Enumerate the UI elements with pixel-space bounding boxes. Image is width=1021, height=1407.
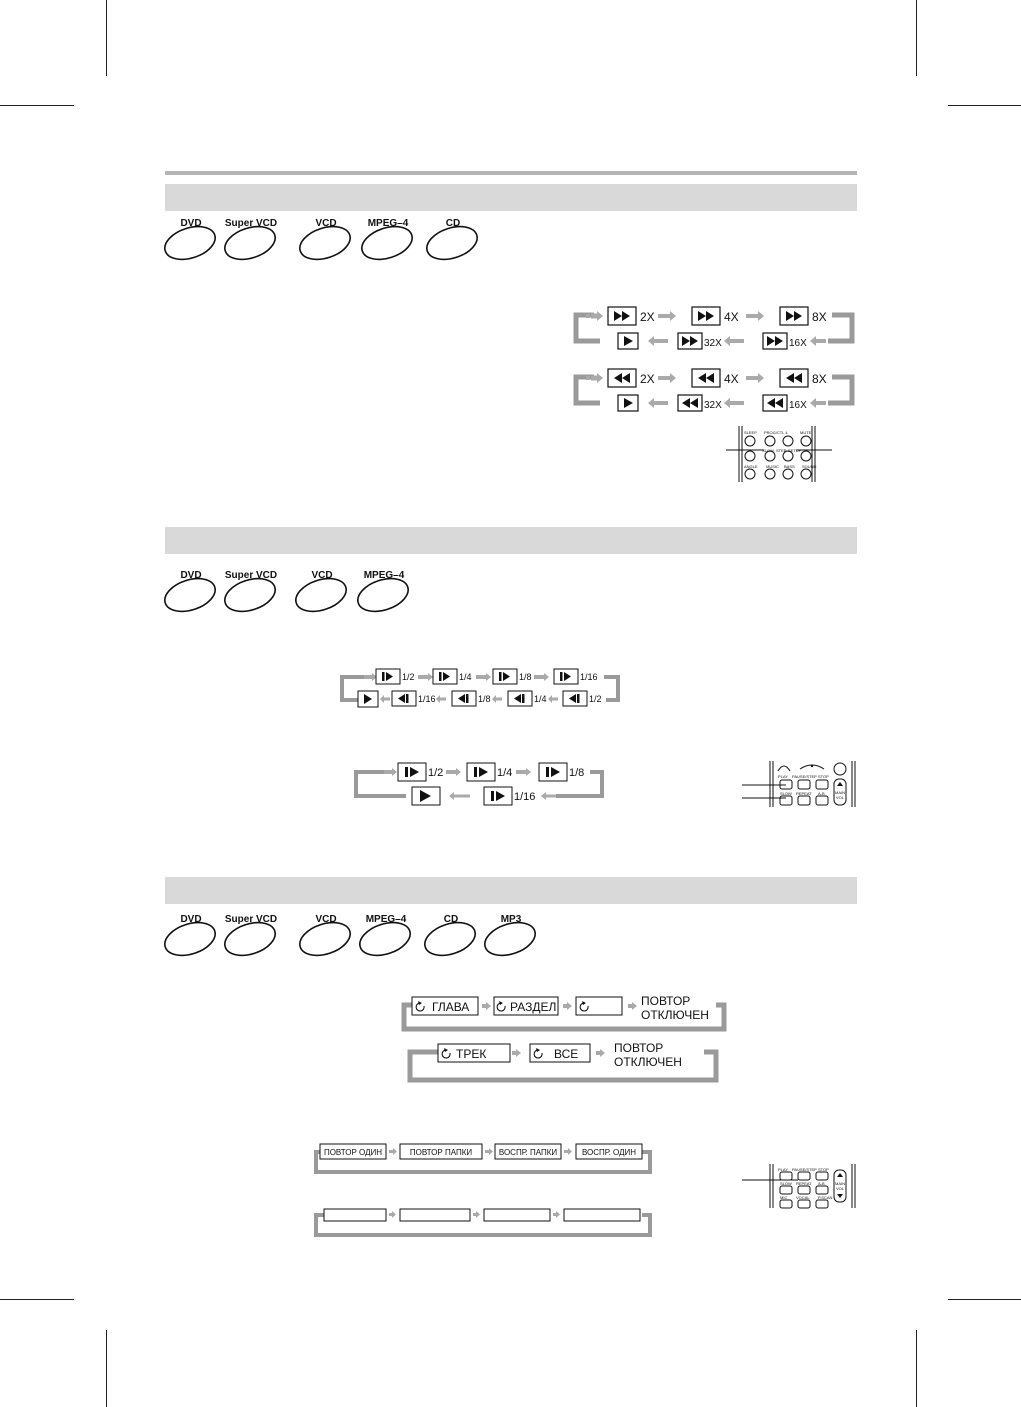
- section-1-header-bar: [165, 184, 857, 211]
- repeat-dvd-cycle-diagram: [398, 993, 733, 1035]
- disc-icon: [298, 913, 354, 959]
- crop-mark-bottom-right-horizontal: [948, 1299, 1021, 1300]
- svg-text:SLOW: SLOW: [780, 1181, 792, 1186]
- svg-text:VOL: VOL: [836, 1186, 845, 1191]
- disc-label: Super VCD: [224, 218, 278, 229]
- svg-text:SOUND: SOUND: [802, 464, 817, 469]
- disc-icon: [223, 913, 279, 959]
- svg-text:PLAY: PLAY: [778, 1167, 788, 1172]
- arrow-left-icon: [492, 695, 502, 703]
- disc-label: MPEG–4: [365, 914, 407, 925]
- svg-text:РАЗДЕЛ: РАЗДЕЛ: [510, 1000, 557, 1014]
- disc-label: CD: [445, 218, 461, 229]
- disc-icon: [163, 569, 219, 615]
- svg-text:1/2: 1/2: [428, 767, 444, 779]
- arrow-right-icon: [553, 1211, 560, 1218]
- crop-mark-bottom-left-vertical: [106, 1330, 107, 1407]
- svg-text:1/8: 1/8: [478, 694, 491, 704]
- svg-text:8X: 8X: [812, 372, 827, 386]
- svg-text:ОТКЛЮЧЕН: ОТКЛЮЧЕН: [614, 1055, 682, 1069]
- arrow-right-icon: [596, 1049, 605, 1057]
- disc-label: DVD: [180, 218, 202, 229]
- svg-text:MAIN: MAIN: [835, 790, 845, 795]
- svg-text:ПОВТОР ОДИН: ПОВТОР ОДИН: [323, 1148, 383, 1157]
- crop-mark-top-right-horizontal: [948, 105, 1021, 106]
- svg-text:ПОВТОР: ПОВТОР: [614, 1041, 664, 1055]
- svg-text:STOP: STOP: [818, 774, 829, 779]
- svg-text:ПОВТОР ПАПКИ: ПОВТОР ПАПКИ: [409, 1148, 473, 1157]
- disc-label: VCD: [311, 570, 333, 581]
- arrow-right-icon: [389, 1211, 396, 1218]
- svg-text:1/16: 1/16: [514, 791, 536, 803]
- svg-text:MIC: MIC: [780, 1195, 788, 1200]
- arrow-left-icon: [648, 336, 668, 346]
- disc-icon: [483, 913, 539, 959]
- arrow-left-icon: [380, 695, 390, 703]
- arrow-left-icon: [648, 398, 668, 408]
- crop-mark-top-right-vertical: [916, 0, 917, 76]
- arrow-left-icon: [449, 792, 470, 800]
- disc-icon: [358, 913, 414, 959]
- svg-text:MAIN: MAIN: [835, 1181, 845, 1186]
- svg-text:1/4: 1/4: [534, 694, 547, 704]
- fast-forward-cycle-diagram: [570, 305, 860, 355]
- svg-text:PLAY: PLAY: [778, 774, 788, 779]
- arrow-right-icon: [476, 673, 491, 681]
- disc-icon: [294, 569, 350, 615]
- disc-row-1: [163, 217, 493, 263]
- arrow-right-icon: [746, 373, 764, 383]
- svg-text:ВОСПР. ПАПКИ: ВОСПР. ПАПКИ: [498, 1148, 558, 1157]
- svg-text:ТРЕК: ТРЕК: [456, 1047, 487, 1061]
- disc-row-3: [163, 913, 543, 959]
- disc-icon: [356, 569, 412, 615]
- disc-label: DVD: [180, 570, 202, 581]
- svg-text:1/8: 1/8: [519, 672, 532, 682]
- arrow-left-icon: [436, 695, 446, 703]
- svg-text:1/4: 1/4: [459, 672, 472, 682]
- crop-mark-bottom-left-horizontal: [0, 1299, 74, 1300]
- svg-text:ГЛАВА: ГЛАВА: [432, 1000, 470, 1014]
- svg-text:8X: 8X: [812, 310, 827, 324]
- svg-text:1/16: 1/16: [418, 694, 436, 704]
- disc-icon: [425, 217, 481, 263]
- disc-label: Super VCD: [224, 914, 278, 925]
- section-3-header-bar: [165, 877, 857, 904]
- svg-text:BASS: BASS: [784, 464, 795, 469]
- svg-text:1/2: 1/2: [402, 672, 415, 682]
- svg-text:STOP: STOP: [818, 1167, 829, 1172]
- arrow-right-icon: [389, 1148, 397, 1155]
- svg-text:PAUSE/STEP: PAUSE/STEP: [792, 774, 817, 779]
- disc-label: MPEG–4: [363, 570, 405, 581]
- crop-mark-top-left-horizontal: [0, 105, 74, 106]
- svg-text:ANGLE: ANGLE: [744, 464, 758, 469]
- arrow-right-icon: [628, 1002, 637, 1010]
- svg-text:A-B: A-B: [818, 791, 825, 796]
- svg-text:PAUSE/STEP: PAUSE/STEP: [792, 1167, 817, 1172]
- repeat-mp3-cycle-diagram: [310, 1140, 655, 1178]
- svg-text:ОТКЛЮЧЕН: ОТКЛЮЧЕН: [641, 1008, 709, 1022]
- slow-motion-full-cycle-diagram: [336, 667, 626, 712]
- disc-label: MPEG–4: [367, 218, 409, 229]
- arrow-right-icon: [658, 373, 676, 383]
- arrow-right-icon: [485, 1148, 493, 1155]
- svg-text:4X: 4X: [724, 310, 739, 324]
- disc-label: Super VCD: [224, 570, 278, 581]
- arrow-right-icon: [446, 768, 461, 776]
- arrow-right-icon: [512, 1049, 521, 1057]
- arrow-right-icon: [384, 768, 397, 776]
- svg-text:A-B: A-B: [818, 1181, 825, 1186]
- svg-text:REPEAT: REPEAT: [796, 1181, 812, 1186]
- svg-text:SLOW: SLOW: [780, 791, 792, 796]
- svg-text:SETUP: SETUP: [788, 448, 802, 453]
- crop-mark-bottom-right-vertical: [916, 1330, 917, 1407]
- svg-text:32X: 32X: [704, 400, 722, 411]
- disc-label: VCD: [315, 218, 337, 229]
- disc-icon: [360, 217, 416, 263]
- remote-control-illustration-3: [740, 1160, 862, 1210]
- svg-text:PROG/CTL 4: PROG/CTL 4: [764, 430, 788, 435]
- crop-mark-top-left-vertical: [106, 0, 107, 76]
- disc-label: VCD: [315, 914, 337, 925]
- arrow-left-icon: [724, 398, 744, 408]
- repeat-cd-cycle-diagram: [404, 1038, 724, 1086]
- arrow-right-icon: [473, 1211, 480, 1218]
- svg-text:VOL: VOL: [836, 795, 845, 800]
- disc-row-2: [163, 569, 423, 615]
- disc-label: DVD: [180, 914, 202, 925]
- svg-text:16X: 16X: [789, 400, 807, 411]
- arrow-right-icon: [658, 311, 676, 321]
- svg-text:REPEAT: REPEAT: [796, 791, 812, 796]
- remote-control-illustration-2: [740, 757, 862, 809]
- arrow-left-icon: [810, 336, 826, 346]
- disc-icon: [223, 217, 279, 263]
- svg-text:1/2: 1/2: [589, 694, 602, 704]
- svg-text:1/8: 1/8: [569, 767, 585, 779]
- arrow-left-icon: [810, 398, 826, 408]
- svg-text:STEP: STEP: [776, 448, 787, 453]
- arrow-right-icon: [482, 1002, 491, 1010]
- arrow-right-icon: [564, 1148, 572, 1155]
- svg-text:1/4: 1/4: [497, 767, 513, 779]
- svg-text:32X: 32X: [704, 338, 722, 349]
- svg-text:MUTE: MUTE: [800, 430, 812, 435]
- disc-icon: [163, 217, 219, 263]
- svg-text:ВСЕ: ВСЕ: [554, 1047, 579, 1061]
- header-rule: [165, 171, 857, 175]
- disc-icon: [223, 569, 279, 615]
- svg-text:MUSIC: MUSIC: [766, 464, 779, 469]
- disc-icon: [163, 913, 219, 959]
- slow-motion-short-cycle-diagram: [350, 760, 610, 810]
- arrow-left-icon: [724, 336, 744, 346]
- arrow-right-icon: [534, 673, 549, 681]
- svg-text:2X: 2X: [640, 372, 655, 386]
- svg-text:16X: 16X: [789, 338, 807, 349]
- svg-text:SLEEP: SLEEP: [744, 430, 757, 435]
- arrow-right-icon: [746, 311, 764, 321]
- arrow-right-icon: [516, 768, 531, 776]
- svg-text:VOCAL: VOCAL: [796, 1195, 810, 1200]
- arrow-right-icon: [563, 1002, 572, 1010]
- svg-text:P.SCAN: P.SCAN: [818, 1195, 833, 1200]
- svg-text:ВОСПР. ОДИН: ВОСПР. ОДИН: [581, 1148, 637, 1157]
- disc-icon: [423, 913, 479, 959]
- arrow-left-icon: [548, 695, 558, 703]
- svg-text:SLOW: SLOW: [762, 448, 774, 453]
- disc-label: CD: [443, 914, 459, 925]
- fast-reverse-cycle-diagram: [570, 367, 860, 417]
- svg-text:2X: 2X: [640, 310, 655, 324]
- arrow-right-icon: [418, 673, 433, 681]
- svg-text:1/16: 1/16: [580, 672, 598, 682]
- repeat-blank-cycle-diagram: [310, 1203, 655, 1239]
- arrow-left-icon: [541, 792, 556, 800]
- svg-text:4X: 4X: [724, 372, 739, 386]
- remote-control-illustration-1: [724, 424, 834, 484]
- disc-label: MP3: [500, 914, 522, 925]
- section-2-header-bar: [165, 527, 857, 554]
- disc-icon: [298, 217, 354, 263]
- arrow-right-icon: [364, 673, 377, 681]
- svg-text:ПОВТОР: ПОВТОР: [641, 994, 691, 1008]
